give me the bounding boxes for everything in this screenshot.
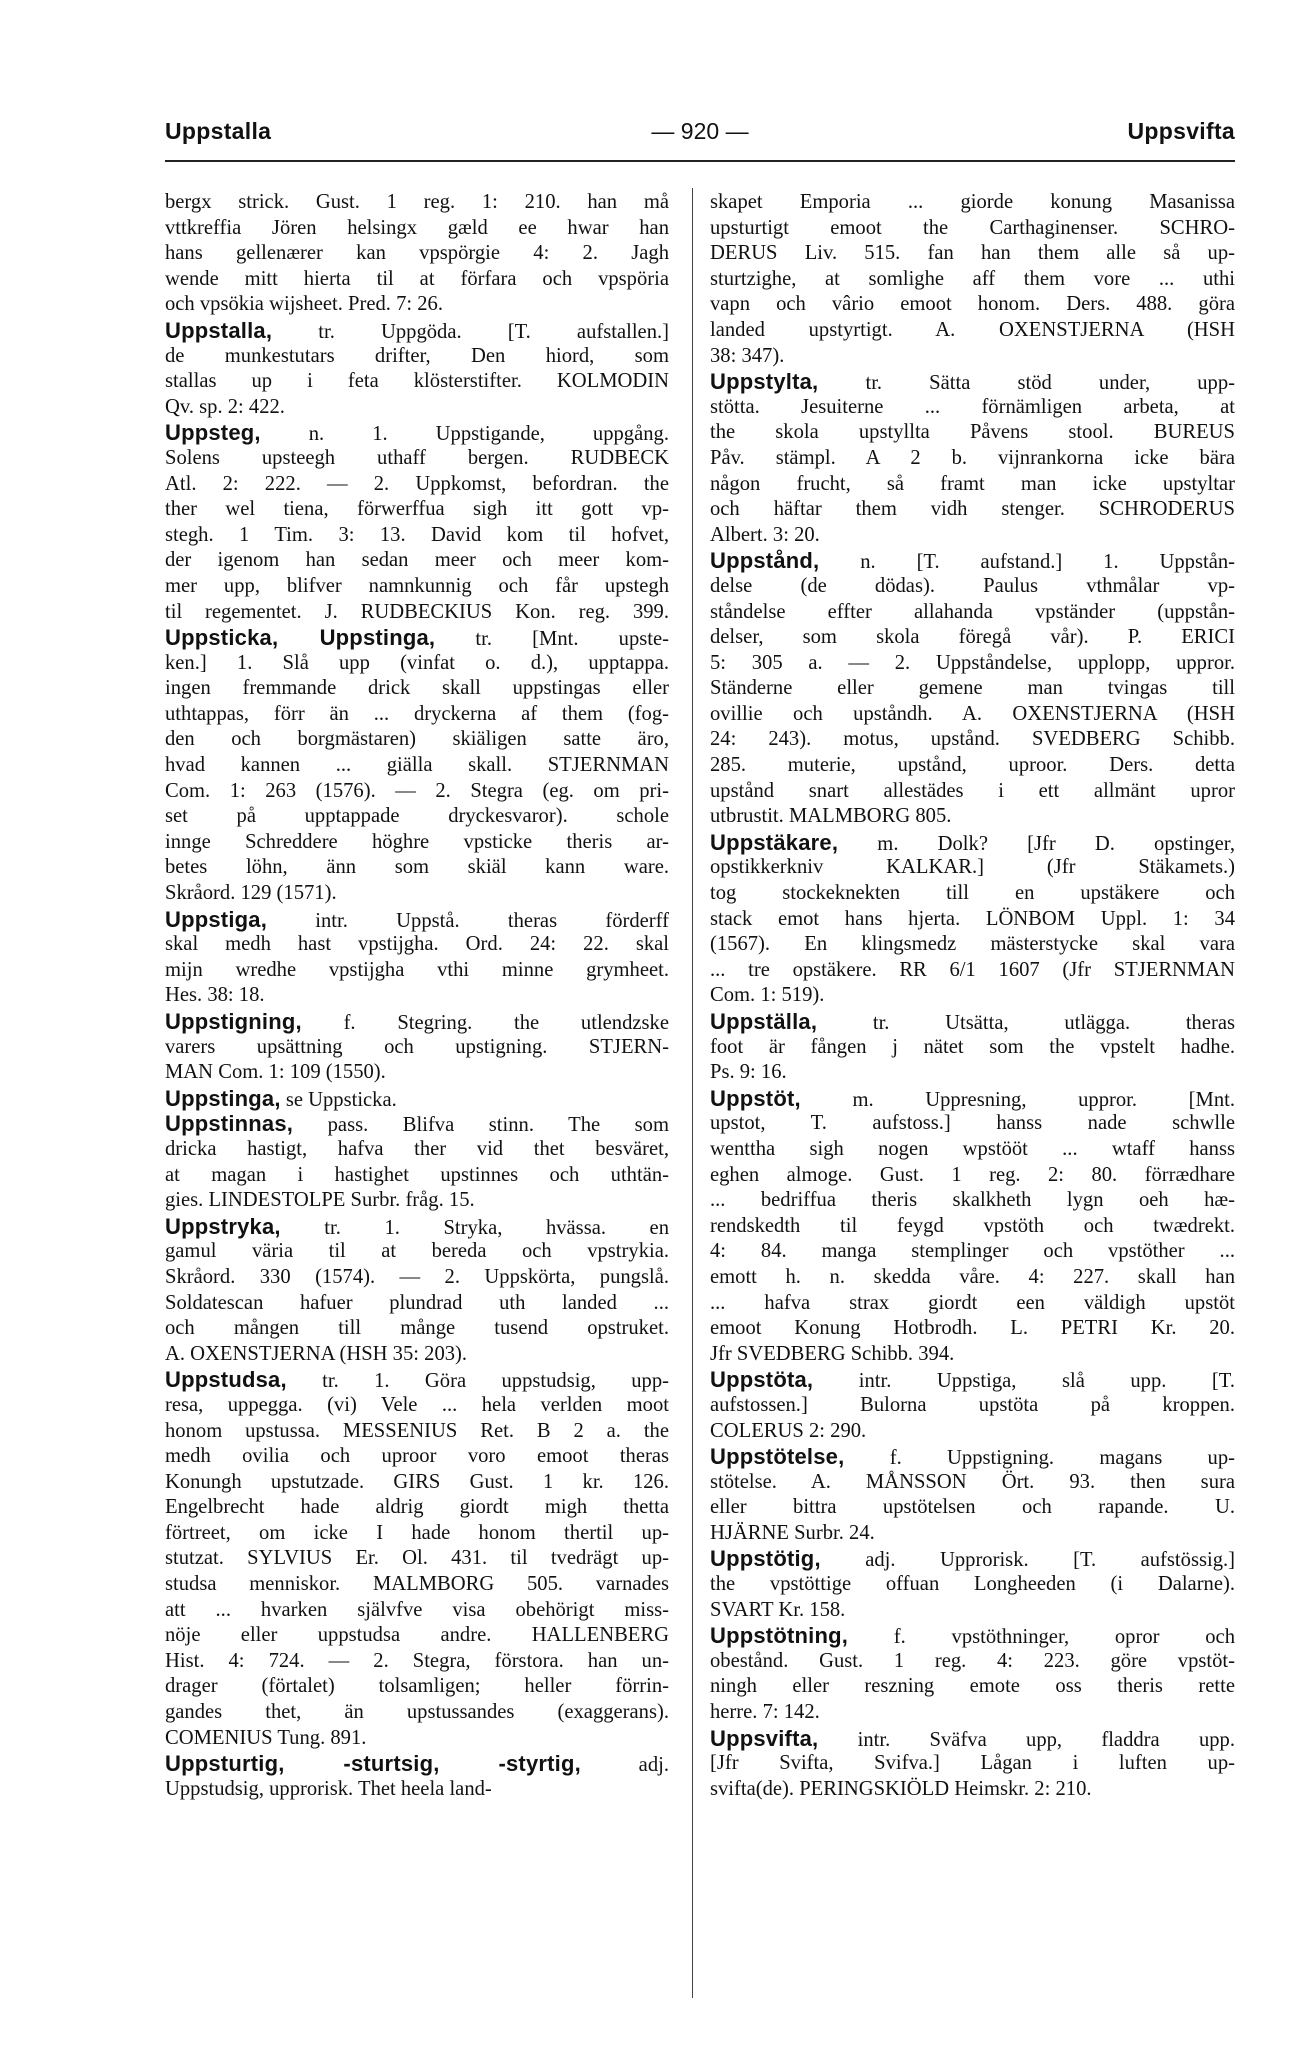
dictionary-text-line: studsa menniskor. MALMBORG 505. varnades <box>165 1573 669 1596</box>
dictionary-text-line: herre. 7: 142. <box>710 1701 820 1724</box>
dictionary-text-line: Skråord. 330 (1574). — 2. Uppskörta, pungslå. <box>165 1265 669 1288</box>
dictionary-text-line: de munkestutars drifter, Den hiord, som <box>165 344 669 367</box>
dictionary-text-line: foot är fången j nätet som the vpstelt hadhe. <box>710 1035 1235 1058</box>
dictionary-text-line: Engelbrecht hade aldrig giordt migh thetta <box>165 1496 669 1519</box>
entry-headword: Uppstalla, <box>165 317 273 343</box>
entry-headword: Uppsticka, Uppstinga, <box>165 625 436 651</box>
dictionary-text-line: Uppstötning, f. vpstöthninger, opror och <box>710 1623 1235 1649</box>
header-first-headword: Uppstalla <box>165 118 272 144</box>
right-column <box>710 190 1235 1802</box>
dictionary-text-line: upstånd snart allestädes i ett allmänt upror <box>710 779 1235 802</box>
dictionary-text-line: stötelse. A. MÅNSSON Ört. 93. then sura <box>710 1470 1235 1493</box>
dictionary-text-line: ningh eller reszning emote oss theris rette <box>710 1675 1235 1698</box>
dictionary-text-line: Uppstinnas, pass. Blifva stinn. The som <box>165 1111 669 1137</box>
dictionary-text-line: stötta. Jesuiterne ... förnämligen arbeta, at <box>710 395 1235 418</box>
entry-headword: Uppsteg, <box>165 420 261 446</box>
dictionary-text-line: Jfr SVEDBERG Schibb. 394. <box>710 1342 955 1365</box>
dictionary-text-line: ingen fremmande drick skall uppstingas eller <box>165 677 669 700</box>
dictionary-text-line: stutzat. SYLVIUS Er. Ol. 431. til tvedrägt up- <box>165 1547 669 1570</box>
dictionary-text-line: och häftar them vidh stenger. SCHRODERUS <box>710 498 1235 521</box>
dictionary-text-line: Qv. sp. 2: 422. <box>165 395 285 418</box>
dictionary-text-line: Uppstudsig, upprorisk. Thet heela land- <box>165 1777 492 1800</box>
dictionary-text-line: upsturtigt emoot the Carthaginenser. SCHRO- <box>710 216 1235 239</box>
dictionary-text-line: 5: 305 a. — 2. Uppståndelse, upplopp, uppror. <box>710 651 1235 674</box>
dictionary-text-line: uthtappas, förr än ... dryckerna af them (fog- <box>165 702 669 725</box>
dictionary-text-line: ther wel tiena, förwerffua sigh itt gott vp- <box>165 498 669 521</box>
dictionary-text-line: nöje eller uppstudsa andre. HALLENBERG <box>165 1624 669 1647</box>
dictionary-text-line: the skola upstyllta Påvens stool. BUREUS <box>710 421 1235 444</box>
dictionary-text-line: Uppstånd, n. [T. aufstand.] 1. Uppstån- <box>710 548 1235 574</box>
dictionary-text-line: skapet Emporia ... giorde konung Masanissa <box>710 191 1235 213</box>
dictionary-text-line: set på upptappade dryckesvaror). schole <box>165 805 669 828</box>
dictionary-text-line: hvad kannen ... giälla skall. STJERNMAN <box>165 754 669 777</box>
dictionary-text-line: drager (förtalet) tolsamligen; heller förrin- <box>165 1675 669 1698</box>
dictionary-text-line: MAN Com. 1: 109 (1550). <box>165 1061 386 1084</box>
dictionary-text-line: Uppställa, tr. Utsätta, utlägga. theras <box>710 1009 1235 1034</box>
header-last-headword: Uppsvifta <box>1127 118 1235 144</box>
dictionary-text-line: innge Schreddere höghre vpsticke theris ar- <box>165 830 669 853</box>
dictionary-text-line: Hes. 38: 18. <box>165 984 265 1007</box>
dictionary-text-line: vapn och vârio emoot honom. Ders. 488. göra <box>710 293 1235 316</box>
dictionary-text-line: Ständerne eller gemene man tvingas till <box>710 677 1235 700</box>
dictionary-text-line: Solens upsteegh uthaff bergen. RUDBECK <box>165 446 669 469</box>
dictionary-text-line: förtreet, om icke I hade honom thertil up- <box>165 1521 669 1544</box>
dictionary-text-line: Påv. stämpl. A 2 b. vijnrankorna icke bära <box>710 446 1235 469</box>
dictionary-text-line: Uppstäkare, m. Dolk? [Jfr D. opstinger, <box>710 829 1235 855</box>
dictionary-text-line: Uppstiga, intr. Uppstå. theras förderff <box>165 906 669 932</box>
dictionary-text-line: Atl. 2: 222. — 2. Uppkomst, befordran. the <box>165 472 669 495</box>
dictionary-text-line: Uppstöt, m. Uppresning, uppror. [Mnt. <box>710 1085 1235 1111</box>
dictionary-text-line: stegh. 1 Tim. 3: 13. David kom til hofvet, <box>165 523 669 546</box>
page-number: — 920 — <box>651 118 749 144</box>
entry-headword: Uppstånd, <box>710 548 820 574</box>
dictionary-text-line: 38: 347). <box>710 344 785 367</box>
dictionary-text-line: Konungh upstutzade. GIRS Gust. 1 kr. 126. <box>165 1470 669 1493</box>
dictionary-text-line: ... hafva strax giordt een väldigh upstöt <box>710 1291 1235 1314</box>
dictionary-text-line: sturtzighe, at somlighe aff them vore ... uthi <box>710 267 1235 290</box>
entry-headword: Uppstäkare, <box>710 829 839 855</box>
dictionary-text-line: eghen almoge. Gust. 1 reg. 2: 80. förrædhare <box>710 1163 1235 1186</box>
dictionary-text-line: opstikkerkniv KALKAR.] (Jfr Stäkamets.) <box>710 856 1235 879</box>
dictionary-text-line: eller bittra upstötelsen och rapande. U. <box>710 1496 1235 1519</box>
entry-headword: Uppstötning, <box>710 1623 849 1649</box>
dictionary-text-line: Uppstalla, tr. Uppgöda. [T. aufstallen.] <box>165 317 669 343</box>
dictionary-text-line: 24: 243). motus, upstånd. SVEDBERG Schibb. <box>710 728 1235 751</box>
dictionary-text-line: varers upsättning och upstigning. STJERN- <box>165 1035 669 1058</box>
dictionary-text-line: ovillie och upståndh. A. OXENSTJERNA (HSH <box>710 702 1235 725</box>
dictionary-text-line: Uppsteg, n. 1. Uppstigande, uppgång. <box>165 420 669 446</box>
dictionary-text-line: Uppstinga, se Uppsticka. <box>165 1085 397 1111</box>
dictionary-text-line: 285. muterie, upstånd, uproor. Ders. detta <box>710 754 1235 777</box>
dictionary-text-line: A. OXENSTJERNA (HSH 35: 203). <box>165 1342 468 1365</box>
entry-headword: Uppsturtig, -sturtsig, -styrtig, <box>165 1751 581 1777</box>
dictionary-text-line: och mången till månge tusend opstruket. <box>165 1317 669 1340</box>
dictionary-text-line: delser, som skola föregå vår). P. ERICI <box>710 626 1235 649</box>
dictionary-text-line: ken.] 1. Slå upp (vinfat o. d.), upptappa. <box>165 651 669 674</box>
dictionary-text-line: medh ovilia och uproor voro emoot theras <box>165 1445 669 1468</box>
dictionary-text-line: svifta(de). PERINGSKIÖLD Heimskr. 2: 210. <box>710 1777 1092 1800</box>
dictionary-text-line: rendskedth til feygd vpstöth och twædrekt. <box>710 1214 1235 1237</box>
dictionary-text-line: ... tre opstäkere. RR 6/1 1607 (Jfr STJERNMAN <box>710 958 1235 981</box>
dictionary-text-line: Uppsvifta, intr. Sväfva upp, fladdra upp. <box>710 1725 1235 1751</box>
dictionary-text-line: aufstossen.] Bulorna upstöta på kroppen. <box>710 1393 1235 1416</box>
dictionary-text-line: utbrustit. MALMBORG 805. <box>710 805 952 828</box>
dictionary-text-line: Ps. 9: 16. <box>710 1061 787 1084</box>
dictionary-text-line: SVART Kr. 158. <box>710 1598 846 1621</box>
entry-headword: Uppsvifta, <box>710 1725 819 1751</box>
dictionary-text-line: ... bedriffua theris skalkheth lygn oeh hæ- <box>710 1189 1235 1212</box>
dictionary-text-line: emoot Konung Hotbrodh. L. PETRI Kr. 20. <box>710 1317 1235 1340</box>
entry-headword: Uppstöt, <box>710 1085 801 1111</box>
dictionary-text-line: wende mitt hierta til at förfara och vpspöria <box>165 267 669 290</box>
dictionary-text-line: dricka hastigt, hafva ther vid thet besväret, <box>165 1137 669 1160</box>
entry-headword: Uppstinnas, <box>165 1111 294 1137</box>
dictionary-text-line: ståndelse effter allahanda vpständer (uppstån- <box>710 600 1235 623</box>
dictionary-text-line: och vpsökia wijsheet. Pred. 7: 26. <box>165 293 443 316</box>
dictionary-text-line: COMENIUS Tung. 891. <box>165 1726 367 1749</box>
dictionary-text-line: gamul väria til at bereda och vpstrykia. <box>165 1240 669 1263</box>
dictionary-text-line: Uppstudsa, tr. 1. Göra uppstudsig, upp- <box>165 1367 669 1393</box>
dictionary-text-line: den och borgmästaren) skiäligen satte äro, <box>165 728 669 751</box>
dictionary-text-line: landed upstyrtigt. A. OXENSTJERNA (HSH <box>710 318 1235 341</box>
entry-headword: Uppstiga, <box>165 906 268 932</box>
dictionary-text-line: Skråord. 129 (1571). <box>165 882 337 905</box>
entry-headword: Uppstigning, <box>165 1009 302 1034</box>
dictionary-text-line: obestånd. Gust. 1 reg. 4: 223. göre vpstöt- <box>710 1649 1235 1672</box>
header-rule <box>165 160 1235 162</box>
dictionary-text-line: hans gellenærer kan vpspörgie 4: 2. Jagh <box>165 242 669 265</box>
dictionary-text-line: vttkreffia Jören helsingx gæld ee hwar han <box>165 216 669 239</box>
left-column <box>165 190 669 1802</box>
dictionary-text-line: gandes thet, än upstussandes (exaggerans). <box>165 1701 669 1724</box>
dictionary-text-line: mer upp, blifver namnkunnig och får upstegh <box>165 574 669 597</box>
entry-headword: Uppstinga, <box>165 1085 281 1111</box>
dictionary-text-line: Uppstötelse, f. Uppstigning. magans up- <box>710 1444 1235 1470</box>
dictionary-text-line: the vpstöttige offuan Longheeden (i Dalarne). <box>710 1573 1235 1596</box>
entry-headword: Uppstryka, <box>165 1213 281 1239</box>
dictionary-text-line: resa, uppegga. (vi) Vele ... hela verlden moot <box>165 1393 669 1416</box>
column-divider <box>692 188 693 1998</box>
dictionary-text-line: der igenom han sedan meer och meer kom- <box>165 549 669 572</box>
dictionary-text-line: stack emot hans hjerta. LÖNBOM Uppl. 1: 34 <box>710 907 1235 930</box>
page-header <box>165 118 1235 158</box>
dictionary-text-line: skal medh hast vpstijgha. Ord. 24: 22. skal <box>165 933 669 956</box>
dictionary-text-line: Soldatescan hafuer plundrad uth landed ... <box>165 1291 669 1314</box>
entry-headword: Uppställa, <box>710 1009 818 1034</box>
dictionary-text-line: att ... hvarken självfve visa obehörigt miss- <box>165 1598 669 1621</box>
entry-headword: Uppstötelse, <box>710 1444 845 1470</box>
dictionary-text-line: delse (de dödas). Paulus vthmålar vp- <box>710 574 1235 597</box>
dictionary-text-line: Uppsticka, Uppstinga, tr. [Mnt. upste- <box>165 625 669 651</box>
entry-headword: Uppstötig, <box>710 1546 821 1572</box>
dictionary-text-line: wenttha sigh nogen wpstööt ... wtaff hanss <box>710 1137 1235 1160</box>
dictionary-text-line: betes löhn, änn som skiäl kann ware. <box>165 856 669 879</box>
dictionary-text-line: Uppstöta, intr. Uppstiga, slå upp. [T. <box>710 1367 1235 1393</box>
dictionary-text-line: DERUS Liv. 515. fan han them alle så up- <box>710 242 1235 265</box>
dictionary-text-line: gies. LINDESTOLPE Surbr. fråg. 15. <box>165 1189 475 1212</box>
dictionary-text-line: emott h. n. skedda våre. 4: 227. skall han <box>710 1265 1235 1288</box>
dictionary-text-line: 4: 84. manga stemplinger och vpstöther ... <box>710 1240 1235 1263</box>
dictionary-text-line: Uppstigning, f. Stegring. the utlendzske <box>165 1009 669 1034</box>
dictionary-text-line: Uppstötig, adj. Upprorisk. [T. aufstössig.] <box>710 1546 1235 1572</box>
entry-headword: Uppstylta, <box>710 369 819 395</box>
dictionary-text-line: stallas up i feta klösterstifter. KOLMODIN <box>165 370 669 393</box>
dictionary-text-line: någon frucht, så framt man icke upstyltar <box>710 472 1235 495</box>
dictionary-text-line: COLERUS 2: 290. <box>710 1419 867 1442</box>
dictionary-text-line: Uppstryka, tr. 1. Stryka, hvässa. en <box>165 1213 669 1239</box>
entry-headword: Uppstudsa, <box>165 1367 287 1393</box>
dictionary-text-line: [Jfr Svifta, Svifva.] Lågan i luften up- <box>710 1752 1235 1775</box>
entry-headword: Uppstöta, <box>710 1367 814 1393</box>
dictionary-text-line: Com. 1: 263 (1576). — 2. Stegra (eg. om pri- <box>165 779 669 802</box>
dictionary-text-line: upstot, T. aufstoss.] hanss nade schwlle <box>710 1112 1235 1135</box>
dictionary-text-line: Com. 1: 519). <box>710 984 825 1007</box>
dictionary-text-line: Uppstylta, tr. Sätta stöd under, upp- <box>710 369 1235 395</box>
dictionary-text-line: at magan i hastighet upstinnes och uthtän- <box>165 1163 669 1186</box>
dictionary-text-line: Albert. 3: 20. <box>710 523 820 546</box>
dictionary-text-line: til regementet. J. RUDBECKIUS Kon. reg. 399. <box>165 600 669 623</box>
dictionary-text-line: bergx strick. Gust. 1 reg. 1: 210. han må <box>165 191 669 213</box>
dictionary-text-line: honom upstussa. MESSENIUS Ret. B 2 a. the <box>165 1419 669 1442</box>
dictionary-text-line: HJÄRNE Surbr. 24. <box>710 1521 875 1544</box>
dictionary-text-line: tog stockeknekten till en upstäkere och <box>710 882 1235 905</box>
dictionary-text-line: (1567). En klingsmedz mästerstycke skal vara <box>710 933 1235 956</box>
dictionary-text-line: Uppsturtig, -sturtsig, -styrtig, adj. <box>165 1751 669 1777</box>
dictionary-text-line: mijn wredhe vpstijgha vthi minne grymheet. <box>165 958 669 981</box>
dictionary-text-line: Hist. 4: 724. — 2. Stegra, förstora. han un- <box>165 1649 669 1672</box>
